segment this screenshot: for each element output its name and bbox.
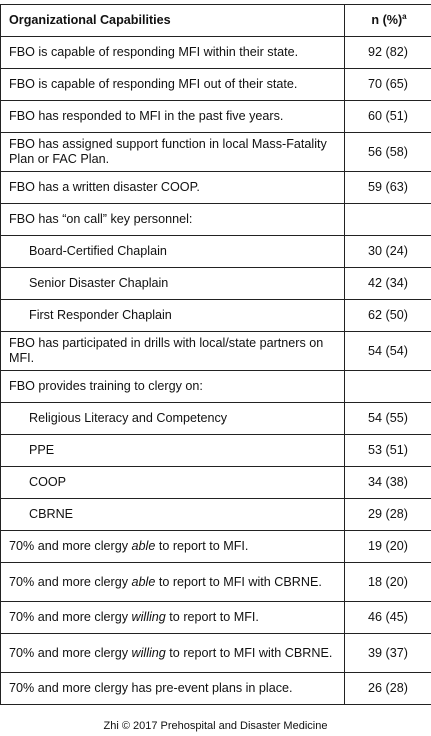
table-row bbox=[1, 332, 431, 371]
row-value: 30 (24) bbox=[345, 236, 431, 268]
table-row bbox=[1, 531, 431, 563]
row-value: 29 (28) bbox=[345, 499, 431, 531]
row-label-post: to report to MFI with CBRNE. bbox=[165, 645, 333, 660]
table-row bbox=[1, 499, 431, 531]
row-value: 62 (50) bbox=[345, 300, 431, 332]
row-value: 39 (37) bbox=[345, 634, 431, 673]
row-label-post: to report to MFI. bbox=[165, 610, 259, 624]
row-value: 70 (65) bbox=[345, 69, 431, 101]
row-label: 70% and more clergy has pre-event plans in place. bbox=[1, 673, 345, 705]
table-row bbox=[1, 37, 431, 69]
row-value: 26 (28) bbox=[345, 673, 431, 705]
row-value: 19 (20) bbox=[345, 531, 431, 563]
row-label-emphasis: able bbox=[131, 574, 156, 589]
table-row bbox=[1, 236, 431, 268]
row-label-post: to report to MFI with CBRNE. bbox=[155, 574, 322, 589]
table-row bbox=[1, 403, 431, 435]
row-label: Religious Literacy and Competency bbox=[1, 403, 345, 435]
row-label-pre: 70% and more clergy bbox=[9, 610, 132, 624]
header-footnote-marker: a bbox=[402, 11, 407, 21]
row-label: PPE bbox=[1, 435, 345, 467]
row-label-post: to report to MFI. bbox=[155, 539, 249, 553]
table-row bbox=[1, 634, 431, 673]
row-value: 56 (58) bbox=[345, 133, 431, 172]
table-row-section bbox=[1, 371, 431, 403]
section-label: FBO has “on call” key personnel: bbox=[1, 204, 345, 236]
row-value-empty bbox=[345, 204, 431, 236]
header-n-percent bbox=[345, 5, 431, 37]
row-value: 53 (51) bbox=[345, 435, 431, 467]
table-row bbox=[1, 300, 431, 332]
row-label bbox=[1, 563, 345, 602]
row-label-pre: 70% and more clergy bbox=[9, 539, 132, 553]
row-value: 42 (34) bbox=[345, 268, 431, 300]
row-label bbox=[1, 531, 345, 563]
row-label bbox=[1, 634, 345, 673]
row-label-emphasis: willing bbox=[131, 645, 166, 660]
header-row bbox=[1, 5, 431, 37]
row-label: Board-Certified Chaplain bbox=[1, 236, 345, 268]
copyright-credit: Zhi © 2017 Prehospital and Disaster Medicine bbox=[103, 720, 328, 732]
table-row bbox=[1, 172, 431, 204]
row-label-emphasis: willing bbox=[131, 610, 166, 624]
table-row bbox=[1, 435, 431, 467]
row-label bbox=[1, 602, 345, 634]
row-label: FBO has participated in drills with local/state partners on MFI. bbox=[1, 332, 345, 371]
table-row bbox=[1, 101, 431, 133]
row-label: COOP bbox=[1, 467, 345, 499]
capabilities-table bbox=[0, 4, 431, 705]
row-label-pre: 70% and more clergy bbox=[9, 574, 132, 589]
row-label: FBO has assigned support function in local Mass-Fatality Plan or FAC Plan. bbox=[1, 133, 345, 172]
row-value-empty bbox=[345, 371, 431, 403]
header-capabilities: Organizational Capabilities bbox=[1, 5, 345, 37]
table-row bbox=[1, 602, 431, 634]
row-label-pre: 70% and more clergy bbox=[9, 645, 132, 660]
row-value: 92 (82) bbox=[345, 37, 431, 69]
section-label: FBO provides training to clergy on: bbox=[1, 371, 345, 403]
table-row bbox=[1, 69, 431, 101]
row-value: 18 (20) bbox=[345, 563, 431, 602]
row-value: 59 (63) bbox=[345, 172, 431, 204]
row-value: 46 (45) bbox=[345, 602, 431, 634]
row-label-emphasis: able bbox=[131, 539, 156, 553]
row-label: CBRNE bbox=[1, 499, 345, 531]
row-value: 34 (38) bbox=[345, 467, 431, 499]
table-row-section bbox=[1, 204, 431, 236]
header-n-label: n (%) bbox=[371, 13, 403, 27]
row-value: 60 (51) bbox=[345, 101, 431, 133]
table-row bbox=[1, 563, 431, 602]
row-label: Senior Disaster Chaplain bbox=[1, 268, 345, 300]
row-label: FBO is capable of responding MFI out of their state. bbox=[1, 69, 345, 101]
table-row bbox=[1, 673, 431, 705]
table-row bbox=[1, 133, 431, 172]
row-label: FBO is capable of responding MFI within their state. bbox=[1, 37, 345, 69]
table-row bbox=[1, 268, 431, 300]
row-label: First Responder Chaplain bbox=[1, 300, 345, 332]
row-value: 54 (55) bbox=[345, 403, 431, 435]
table-row bbox=[1, 467, 431, 499]
row-label: FBO has a written disaster COOP. bbox=[1, 172, 345, 204]
row-value: 54 (54) bbox=[345, 332, 431, 371]
row-label: FBO has responded to MFI in the past five years. bbox=[1, 101, 345, 133]
